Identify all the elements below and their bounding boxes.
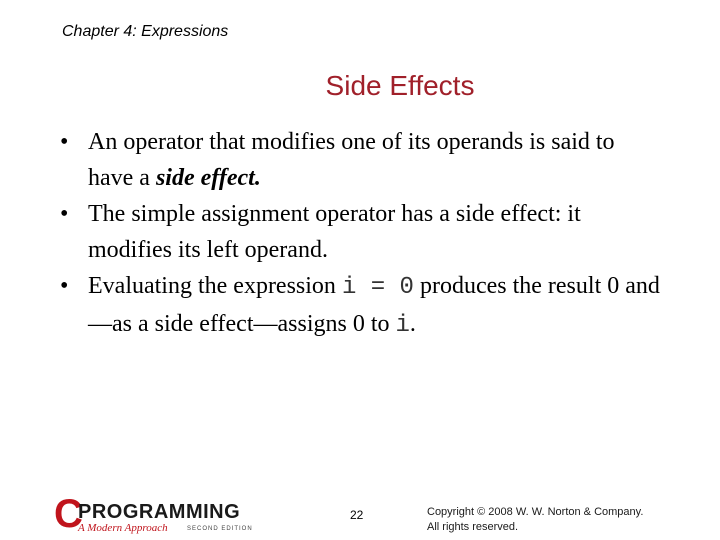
bullet-marker: •	[60, 129, 69, 155]
chapter-header: Chapter 4: Expressions	[62, 23, 229, 40]
page-number: 22	[350, 508, 364, 522]
bullet-text: An operator that modifies one of its operands is said to have a	[88, 129, 615, 191]
code-variable: i	[395, 312, 410, 339]
bullet-end: .	[409, 311, 416, 337]
bullet-marker: •	[60, 201, 69, 227]
slide-title	[0, 70, 720, 102]
copyright-line: All rights reserved.	[427, 521, 519, 533]
bullet-list	[60, 124, 660, 344]
bullet-item	[60, 124, 660, 196]
copyright-notice	[427, 505, 643, 535]
logo-c-letter: C	[54, 492, 83, 536]
emphasis-term: side effect	[155, 165, 255, 191]
logo-subtitle: A Modern Approach	[78, 522, 168, 534]
bullet-text: Evaluating the expression	[88, 273, 342, 299]
code-expression: i = 0	[341, 274, 414, 301]
bullet-marker: •	[60, 273, 69, 299]
book-logo	[54, 492, 269, 540]
bullet-end: .	[254, 165, 261, 191]
bullet-text: produces the result 0 and—as a side effect—assigns 0 to	[88, 273, 660, 337]
bullet-text: The simple assignment operator has a side effect: it modifies its left operand.	[88, 201, 581, 263]
copyright-line: Copyright © 2008 W. W. Norton & Company.	[427, 506, 644, 518]
logo-edition: SECOND EDITION	[187, 526, 253, 532]
slide-title-text: Side Effects	[325, 70, 475, 101]
bullet-item	[60, 196, 660, 268]
logo-wordmark: PROGRAMMING	[78, 501, 241, 523]
bullet-item	[60, 268, 660, 344]
